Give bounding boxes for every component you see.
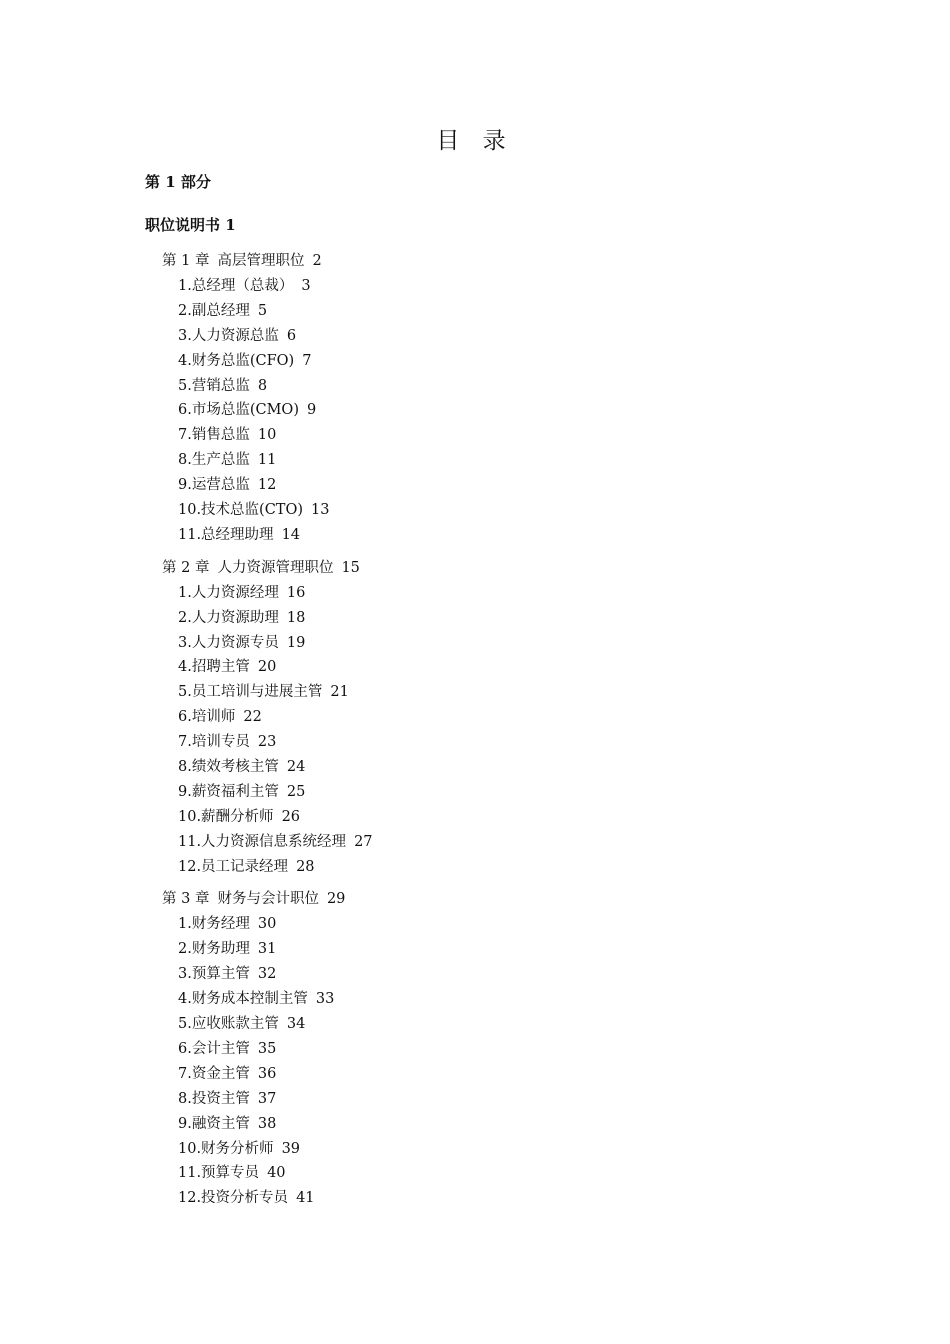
toc-entry[interactable] [178,1037,373,1062]
entry-page-number: 11 [257,452,277,469]
chapter-heading[interactable] [162,556,373,581]
entry-label: 3.人力资源专员 [178,634,279,651]
chapter-number: 第 3 章 [162,891,210,908]
entry-label: 8.绩效考核主管 [178,759,279,776]
entry-label: 11.预算专员 [178,1165,260,1182]
chapter-title: 人力资源管理职位 [217,559,334,576]
toc-entry[interactable] [178,349,373,374]
entry-label: 5.员工培训与进展主管 [178,684,323,701]
entry-label: 1.人力资源经理 [178,584,279,601]
entry-page-number: 23 [257,734,277,751]
entry-page-number: 36 [257,1065,277,1082]
entry-label: 10.财务分析师 [178,1140,274,1157]
toc-entry-list [162,912,373,1211]
toc-entry[interactable] [178,655,373,680]
entry-page-number: 9 [306,402,317,419]
entry-label: 2.人力资源助理 [178,609,279,626]
chapter-heading[interactable] [162,249,373,274]
entry-label: 9.运营总监 [178,477,250,494]
entry-label: 1.总经理（总裁） [178,278,294,294]
entry-page-number: 5 [257,302,268,319]
chapter-heading[interactable] [162,887,373,912]
toc-entry[interactable] [178,299,373,324]
toc-entry[interactable] [178,962,373,987]
toc-entry[interactable] [178,755,373,780]
entry-label: 8.投资主管 [178,1090,250,1107]
chapter-number: 第 2 章 [162,559,210,576]
entry-label: 4.财务成本控制主管 [178,991,308,1008]
entry-label: 10.薪酬分析师 [178,808,274,825]
toc-entry-list [162,274,373,548]
entry-page-number: 31 [257,941,277,958]
entry-label: 4.财务总监(CFO) [178,352,295,369]
entry-page-number: 32 [257,966,277,983]
entry-label: 1.财务经理 [178,916,250,933]
entry-page-number: 33 [315,991,335,1008]
entry-page-number: 13 [311,502,330,519]
toc-entry-list [162,581,373,880]
toc-entry[interactable] [178,1087,373,1112]
toc-entry[interactable] [178,1012,373,1037]
entry-page-number: 3 [301,278,311,294]
entry-page-number: 26 [281,808,301,825]
toc-entry[interactable] [178,498,373,523]
entry-page-number: 41 [296,1190,315,1207]
entry-page-number: 8 [257,377,268,394]
toc-entry[interactable] [178,274,373,299]
chapter-number: 第 1 章 [162,253,210,269]
toc-entry[interactable] [178,830,373,855]
toc-entry[interactable] [178,912,373,937]
entry-label: 11.总经理助理 [178,526,274,543]
toc-entry[interactable] [178,805,373,830]
entry-page-number: 19 [286,634,306,651]
entry-page-number: 12 [257,477,277,494]
toc-entry[interactable] [178,374,373,399]
entry-page-number: 25 [286,783,306,800]
toc-entry[interactable] [178,523,373,548]
toc-entry[interactable] [178,730,373,755]
chapter-page: 2 [312,253,322,269]
toc-chapter [162,556,373,880]
entry-label: 2.财务助理 [178,941,250,958]
entry-page-number: 35 [257,1040,277,1057]
entry-label: 3.预算主管 [178,966,250,983]
entry-label: 12.投资分析专员 [178,1190,289,1207]
entry-label: 9.融资主管 [178,1115,250,1132]
entry-label: 7.销售总监 [178,427,250,444]
entry-page-number: 27 [354,833,373,850]
entry-page-number: 39 [281,1140,301,1157]
toc-entry[interactable] [178,473,373,498]
toc-chapters [162,249,373,1219]
toc-entry[interactable] [178,680,373,705]
entry-page-number: 16 [286,584,306,601]
entry-page-number: 28 [296,858,315,875]
toc-entry[interactable] [178,423,373,448]
toc-entry[interactable] [178,1186,373,1211]
toc-chapter [162,249,373,548]
toc-entry[interactable] [178,937,373,962]
entry-label: 11.人力资源信息系统经理 [178,833,347,850]
entry-page-number: 34 [286,1016,306,1033]
toc-entry[interactable] [178,1161,373,1186]
entry-page-number: 37 [257,1090,277,1107]
toc-entry[interactable] [178,606,373,631]
entry-page-number: 38 [257,1115,277,1132]
entry-page-number: 30 [257,916,277,933]
toc-entry[interactable] [178,987,373,1012]
toc-entry[interactable] [178,705,373,730]
toc-entry[interactable] [178,324,373,349]
toc-entry[interactable] [178,448,373,473]
book-heading: 职位说明书 1 [145,216,236,234]
entry-page-number: 6 [286,327,297,344]
entry-label: 12.员工记录经理 [178,858,289,875]
entry-page-number: 14 [281,526,301,543]
toc-entry[interactable] [178,855,373,880]
toc-entry[interactable] [178,1112,373,1137]
entry-page-number: 40 [267,1165,286,1182]
chapter-title: 高层管理职位 [217,253,305,269]
part-heading: 第 1 部分 [145,173,211,191]
chapter-title: 财务与会计职位 [217,891,319,908]
toc-entry[interactable] [178,780,373,805]
entry-page-number: 24 [286,759,306,776]
chapter-page: 29 [326,891,346,908]
entry-label: 3.人力资源总监 [178,327,279,344]
toc-entry[interactable] [178,398,373,423]
entry-label: 10.技术总监(CTO) [178,502,304,519]
entry-label: 5.营销总监 [178,377,250,394]
entry-page-number: 21 [330,684,349,701]
entry-label: 8.生产总监 [178,452,250,469]
entry-page-number: 22 [243,709,262,726]
toc-entry[interactable] [178,631,373,656]
entry-label: 4.招聘主管 [178,659,250,676]
entry-label: 7.培训专员 [178,734,250,751]
entry-label: 9.薪资福利主管 [178,783,279,800]
entry-label: 6.市场总监(CMO) [178,402,299,419]
entry-label: 7.资金主管 [178,1065,250,1082]
entry-label: 5.应收账款主管 [178,1016,279,1033]
toc-entry[interactable] [178,1137,373,1162]
toc-entry[interactable] [178,581,373,606]
entry-page-number: 20 [257,659,277,676]
toc-title: 目 录 [436,128,514,154]
entry-label: 6.培训师 [178,709,236,726]
entry-page-number: 18 [286,609,306,626]
chapter-page: 15 [341,559,360,576]
toc-chapter [162,887,373,1211]
entry-label: 6.会计主管 [178,1040,250,1057]
entry-page-number: 7 [302,352,312,369]
toc-entry[interactable] [178,1062,373,1087]
entry-page-number: 10 [257,427,277,444]
entry-label: 2.副总经理 [178,302,250,319]
